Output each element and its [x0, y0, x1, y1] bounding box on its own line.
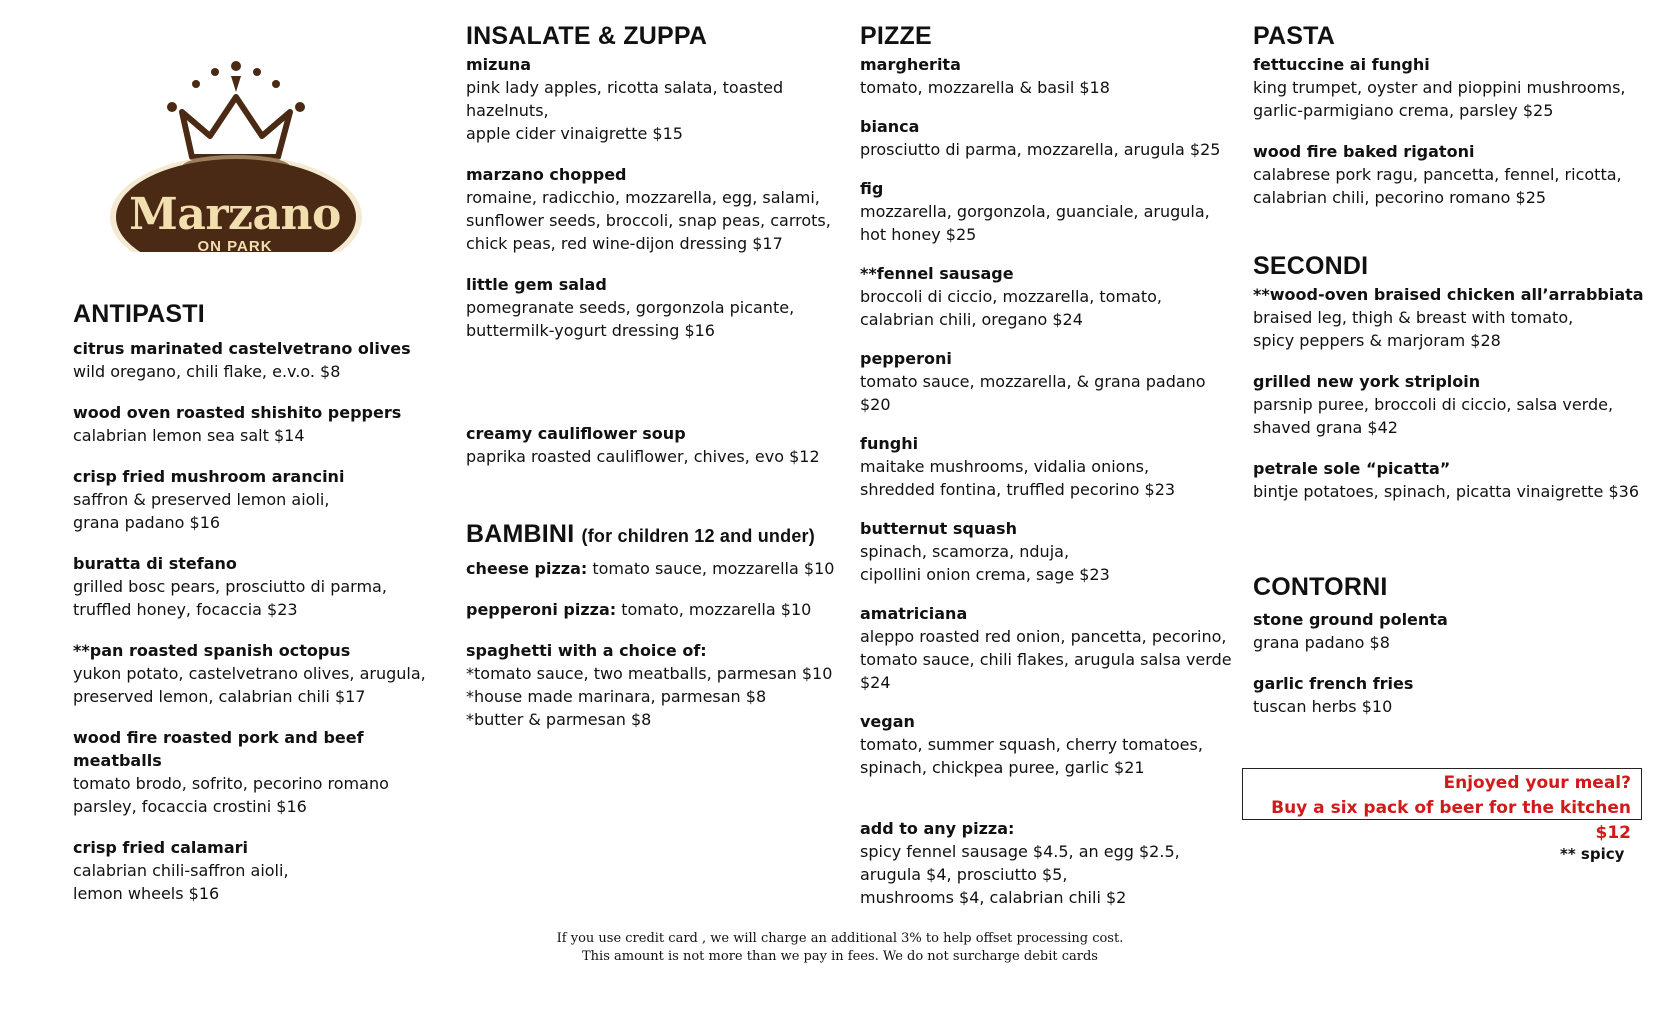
menu-item — [860, 177, 1240, 246]
bambini-title — [466, 520, 856, 549]
menu-item-name: garlic french fries — [1253, 674, 1414, 693]
menu-item — [1253, 370, 1653, 439]
menu-item-description: truffled honey, focaccia $23 — [73, 600, 298, 619]
menu-item-name: buratta di stefano — [73, 554, 237, 573]
footer-line1: If you use credit card , we will charge an additional 3% to help offset processing cost. — [556, 931, 1124, 946]
menu-item — [1253, 672, 1653, 718]
menu-item-name: grilled new york striploin — [1253, 372, 1481, 391]
menu-item-description: grana padano $16 — [73, 513, 221, 532]
footer-line2: This amount is not more than we pay in fees. We do not surcharge debit cards — [582, 949, 1098, 964]
menu-item — [73, 836, 453, 905]
bambini-spaghetti-title: spaghetti with a choice of: — [466, 641, 707, 660]
logo-text — [100, 189, 370, 255]
menu-item — [860, 53, 1240, 99]
pizza-addons — [860, 817, 1240, 909]
bambini-item — [466, 557, 856, 580]
menu-item — [73, 401, 453, 447]
menu-item-name: stone ground polenta — [1253, 610, 1448, 629]
menu-item-name: fettuccine ai funghi — [1253, 55, 1430, 74]
menu-item — [466, 53, 846, 145]
menu-item-description: apple cider vinaigrette $15 — [466, 124, 683, 143]
menu-item-description: tomato, mozzarella & basil $18 — [860, 78, 1110, 97]
menu-item-description: chick peas, red wine-dijon dressing $17 — [466, 234, 783, 253]
menu-item-name: margherita — [860, 55, 961, 74]
menu-item-description: tomato sauce, mozzarella, & grana padano $20 — [860, 372, 1206, 414]
menu-item — [73, 552, 453, 621]
menu-item-description: calabrian chili-saffron aioli, — [73, 861, 289, 880]
menu-item-description: parsnip puree, broccoli di ciccio, salsa verde, — [1253, 395, 1614, 414]
menu-item-description: buttermilk-yogurt dressing $16 — [466, 321, 715, 340]
menu-item-description: lemon wheels $16 — [73, 884, 220, 903]
insalate-section — [466, 22, 846, 468]
menu-item-description: spinach, chickpea puree, garlic $21 — [860, 758, 1145, 777]
menu-item-description: romaine, radicchio, mozzarella, egg, salami, — [466, 188, 820, 207]
promo-box — [1242, 768, 1642, 843]
menu-item-description: maitake mushrooms, vidalia onions, — [860, 457, 1150, 476]
bambini-spaghetti-option: *house made marinara, parmesan $8 — [466, 687, 767, 706]
menu-item-description: grana padano $8 — [1253, 633, 1390, 652]
promo-line1: Enjoyed your meal? — [1443, 773, 1631, 793]
bambini-item-name: cheese pizza: — [466, 559, 588, 578]
antipasti-title: ANTIPASTI — [73, 300, 205, 328]
menu-item-name: butternut squash — [860, 519, 1017, 538]
menu-item-name: fig — [860, 179, 884, 198]
bambini-section — [466, 520, 856, 731]
menu-item-description: pomegranate seeds, gorgonzola picante, — [466, 298, 795, 317]
menu-item — [73, 465, 453, 534]
insalate-list — [466, 53, 846, 468]
menu-item-description: shaved grana $42 — [1253, 418, 1398, 437]
bambini-item-description: tomato sauce, mozzarella $10 — [587, 559, 835, 578]
pizze-list — [860, 53, 1240, 909]
menu-item-description: prosciutto di parma, mozzarella, arugula $25 — [860, 140, 1221, 159]
menu-item-description: tomato, summer squash, cherry tomatoes, — [860, 735, 1203, 754]
menu-item-name: crisp fried calamari — [73, 838, 249, 857]
secondi-list — [1253, 283, 1653, 503]
brand-name: Marzano — [129, 189, 341, 240]
menu-item-description: sunflower seeds, broccoli, snap peas, carrots, — [466, 211, 831, 230]
menu-item — [860, 710, 1240, 779]
menu-item-description: grilled bosc pears, prosciutto di parma, — [73, 577, 387, 596]
menu-item-description: calabrian chili, pecorino romano $25 — [1253, 188, 1547, 207]
menu-item-description: bintje potatoes, spinach, picatta vinaigrette $36 — [1253, 482, 1640, 501]
pasta-title: PASTA — [1253, 22, 1336, 50]
pizza-addons-title: add to any pizza: — [860, 819, 1015, 838]
menu-item-name: creamy cauliflower soup — [466, 424, 686, 443]
menu-item-name: vegan — [860, 712, 915, 731]
menu-item — [860, 602, 1240, 694]
pasta-section — [1253, 22, 1653, 209]
menu-item — [73, 726, 453, 818]
pizza-addons-line: spicy fennel sausage $4.5, an egg $2.5, — [860, 842, 1180, 861]
menu-item-description: spinach, scamorza, nduja, — [860, 542, 1070, 561]
contorni-section — [1253, 573, 1653, 718]
menu-item — [1253, 53, 1653, 122]
footer-note — [0, 930, 1680, 966]
menu-item-description: preserved lemon, calabrian chili $17 — [73, 687, 366, 706]
bambini-spaghetti-option: *butter & parmesan $8 — [466, 710, 652, 729]
menu-item — [1253, 283, 1653, 352]
insalate-title: INSALATE & ZUPPA — [466, 22, 708, 50]
menu-item-description: wild oregano, chili flake, e.v.o. $8 — [73, 362, 341, 381]
bambini-item — [466, 598, 856, 621]
pizza-addons-line: mushrooms $4, calabrian chili $2 — [860, 888, 1127, 907]
spicy-note: ** spicy — [1560, 845, 1625, 863]
menu-item — [466, 422, 846, 468]
menu-item-name: petrale sole “picatta” — [1253, 459, 1451, 478]
menu-item — [1253, 140, 1653, 209]
menu-item-description: braised leg, thigh & breast with tomato, — [1253, 308, 1574, 327]
menu-item-name: little gem salad — [466, 275, 607, 294]
menu-item-description: shredded fontina, truffled pecorino $23 — [860, 480, 1176, 499]
promo-line2: Buy a six pack of beer for the kitchen $12 — [1271, 798, 1631, 843]
secondi-title: SECONDI — [1253, 252, 1369, 280]
menu-item-name: **fennel sausage — [860, 264, 1014, 283]
menu-item-name: mizuna — [466, 55, 532, 74]
menu-item-description: garlic-parmigiano crema, parsley $25 — [1253, 101, 1554, 120]
menu-item-description: tomato sauce, chili flakes, arugula salsa verde $24 — [860, 650, 1232, 692]
menu-item-name: crisp fried mushroom arancini — [73, 467, 345, 486]
bambini-subtitle: (for children 12 and under) — [581, 526, 815, 546]
menu-item — [1253, 608, 1653, 654]
menu-item-description: mozzarella, gorgonzola, guanciale, arugula, — [860, 202, 1210, 221]
menu-item — [466, 273, 846, 342]
menu-item — [73, 337, 453, 383]
pizze-title: PIZZE — [860, 22, 932, 50]
antipasti-list — [73, 337, 453, 905]
menu-item — [860, 262, 1240, 331]
menu-item-name: wood oven roasted shishito peppers — [73, 403, 402, 422]
menu-item-description: spicy peppers & marjoram $28 — [1253, 331, 1501, 350]
pizza-addons-line: arugula $4, prosciutto $5, — [860, 865, 1068, 884]
menu-item-name: pepperoni — [860, 349, 952, 368]
menu-item-description: calabrese pork ragu, pancetta, fennel, ricotta, — [1253, 165, 1622, 184]
menu-item-name: wood fire baked rigatoni — [1253, 142, 1475, 161]
menu-item-name: marzano chopped — [466, 165, 627, 184]
menu-item-description: aleppo roasted red onion, pancetta, pecorino, — [860, 627, 1227, 646]
bambini-list — [466, 557, 856, 731]
bambini-title-text: BAMBINI — [466, 520, 575, 548]
menu-item — [860, 115, 1240, 161]
menu-item-description: tuscan herbs $10 — [1253, 697, 1393, 716]
menu-item-description: paprika roasted cauliflower, chives, evo $12 — [466, 447, 820, 466]
bambini-spaghetti-option: *tomato sauce, two meatballs, parmesan $10 — [466, 664, 833, 683]
menu-item-description: parsley, focaccia crostini $16 — [73, 797, 307, 816]
menu-item-name: **pan roasted spanish octopus — [73, 641, 351, 660]
contorni-title: CONTORNI — [1253, 573, 1388, 601]
marzano-logo — [100, 52, 370, 255]
menu-item — [860, 517, 1240, 586]
menu-item — [860, 347, 1240, 416]
menu-item-description: yukon potato, castelvetrano olives, arugula, — [73, 664, 426, 683]
menu-item-description: calabrian lemon sea salt $14 — [73, 426, 305, 445]
menu-item-name: funghi — [860, 434, 919, 453]
contorni-list — [1253, 608, 1653, 718]
menu-item — [73, 639, 453, 708]
menu-item-name: amatriciana — [860, 604, 968, 623]
menu-item-description: hot honey $25 — [860, 225, 977, 244]
menu-item — [466, 163, 846, 255]
menu-item-name: citrus marinated castelvetrano olives — [73, 339, 411, 358]
pizze-section — [860, 22, 1240, 909]
menu-item — [1253, 457, 1653, 503]
menu-item-description: tomato brodo, sofrito, pecorino romano — [73, 774, 389, 793]
menu-item-name: bianca — [860, 117, 920, 136]
brand-tagline: ON PARK — [197, 238, 273, 255]
antipasti-section — [73, 300, 453, 905]
menu-item-description: cipollini onion crema, sage $23 — [860, 565, 1110, 584]
menu-item-description: broccoli di ciccio, mozzarella, tomato, — [860, 287, 1162, 306]
menu-item-description: calabrian chili, oregano $24 — [860, 310, 1083, 329]
bambini-item-description: tomato, mozzarella $10 — [616, 600, 812, 619]
bambini-item-name: pepperoni pizza: — [466, 600, 617, 619]
menu-item-name: wood fire roasted pork and beef meatballs — [73, 728, 364, 770]
menu-item — [860, 432, 1240, 501]
menu-item-description: king trumpet, oyster and pioppini mushrooms, — [1253, 78, 1626, 97]
menu-item-name: **wood-oven braised chicken all’arrabbiata — [1253, 285, 1644, 304]
menu-item-description: pink lady apples, ricotta salata, toasted hazelnuts, — [466, 78, 784, 120]
bambini-spaghetti — [466, 639, 856, 731]
secondi-section — [1253, 252, 1653, 503]
pasta-list — [1253, 53, 1653, 209]
menu-item-description: saffron & preserved lemon aioli, — [73, 490, 330, 509]
